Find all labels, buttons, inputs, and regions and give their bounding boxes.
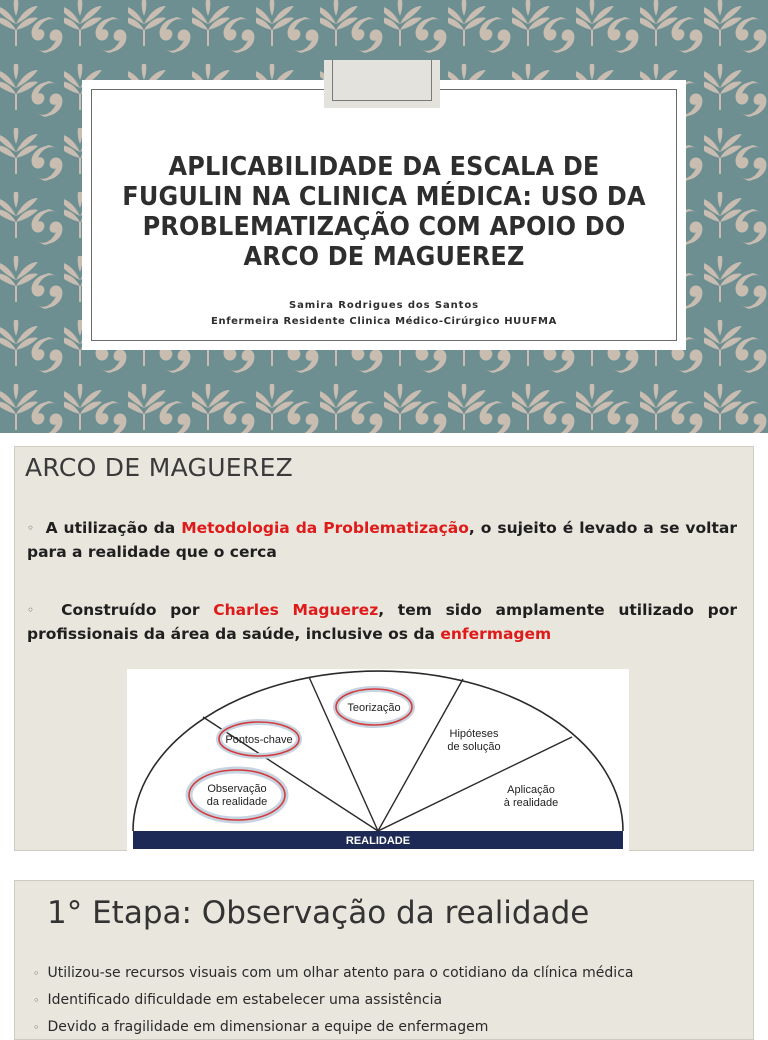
- slide-title: ARCO DE MAGUEREZ: [25, 453, 294, 482]
- highlight-text: Metodologia da Problematização: [181, 519, 469, 537]
- arco-diagram-svg: [127, 669, 629, 851]
- title-line: FUGULIN NA CLINICA MÉDICA: USO DA: [122, 182, 646, 212]
- etapa-slide: [14, 880, 754, 1040]
- bullet-text: A utilização da: [45, 519, 182, 537]
- label-realidade: REALIDADE: [345, 835, 411, 847]
- arco-diagram: [127, 669, 629, 851]
- bullet-item: [33, 1019, 488, 1035]
- label-teorizacao: Teorização: [347, 702, 401, 714]
- bullet-item: [33, 992, 442, 1008]
- bullet-text: , tem sido amplamente utilizado por profissionais da área da saúde, inclusive os da: [27, 601, 737, 643]
- bullet-marker-icon: ◦: [33, 1021, 40, 1034]
- bullet-text: Identificado dificuldade em estabelecer uma assistência: [47, 992, 443, 1008]
- label-pontos-chave: Pontos-chave: [225, 734, 293, 746]
- bullet-item: [27, 599, 737, 646]
- arco-slide: [14, 446, 754, 851]
- presentation-title: [117, 152, 651, 272]
- title-card: [82, 80, 686, 350]
- bullet-text: Construído por: [61, 601, 214, 619]
- bullet-marker-icon: ◦: [33, 967, 40, 980]
- bullet-item: [33, 965, 633, 981]
- title-line: ARCO DE MAGUEREZ: [243, 242, 525, 272]
- label-hipoteses-1: Hipóteses: [449, 728, 499, 740]
- bullet-text: , o sujeito é levado a se voltar para a realidade que o cerca: [27, 519, 737, 561]
- highlight-text: enfermagem: [440, 625, 552, 643]
- label-hipoteses-2: de solução: [447, 741, 501, 753]
- title-line: PROBLEMATIZAÇÃO COM APOIO DO: [142, 212, 626, 242]
- title-line: APLICABILIDADE DA ESCALA DE: [168, 152, 600, 182]
- author-role: Enfermeira Residente Clinica Médico-Cirúrgico HUUFMA: [211, 316, 557, 327]
- title-card-tab: [324, 60, 440, 108]
- bullet-text: Devido a fragilidade em dimensionar a equipe de enfermagem: [47, 1019, 489, 1035]
- bullet-item: [27, 517, 737, 564]
- bullet-marker-icon: ◦: [33, 994, 40, 1007]
- author-name: Samira Rodrigues dos Santos: [289, 300, 479, 311]
- title-slide: [0, 0, 768, 433]
- label-observacao-2: da realidade: [206, 796, 268, 808]
- slide-title: 1° Etapa: Observação da realidade: [47, 895, 590, 931]
- observacao-circle: [189, 770, 285, 820]
- bullet-marker-icon: ◦: [27, 521, 35, 535]
- bullet-marker-icon: ◦: [27, 603, 43, 617]
- bullet-text: Utilizou-se recursos visuais com um olhar atento para o cotidiano da clínica médica: [47, 965, 634, 981]
- highlight-text: Charles Maguerez: [213, 601, 379, 619]
- label-aplicacao-2: à realidade: [503, 797, 559, 809]
- label-aplicacao-1: Aplicação: [507, 784, 555, 796]
- label-observacao-1: Observação: [207, 783, 267, 795]
